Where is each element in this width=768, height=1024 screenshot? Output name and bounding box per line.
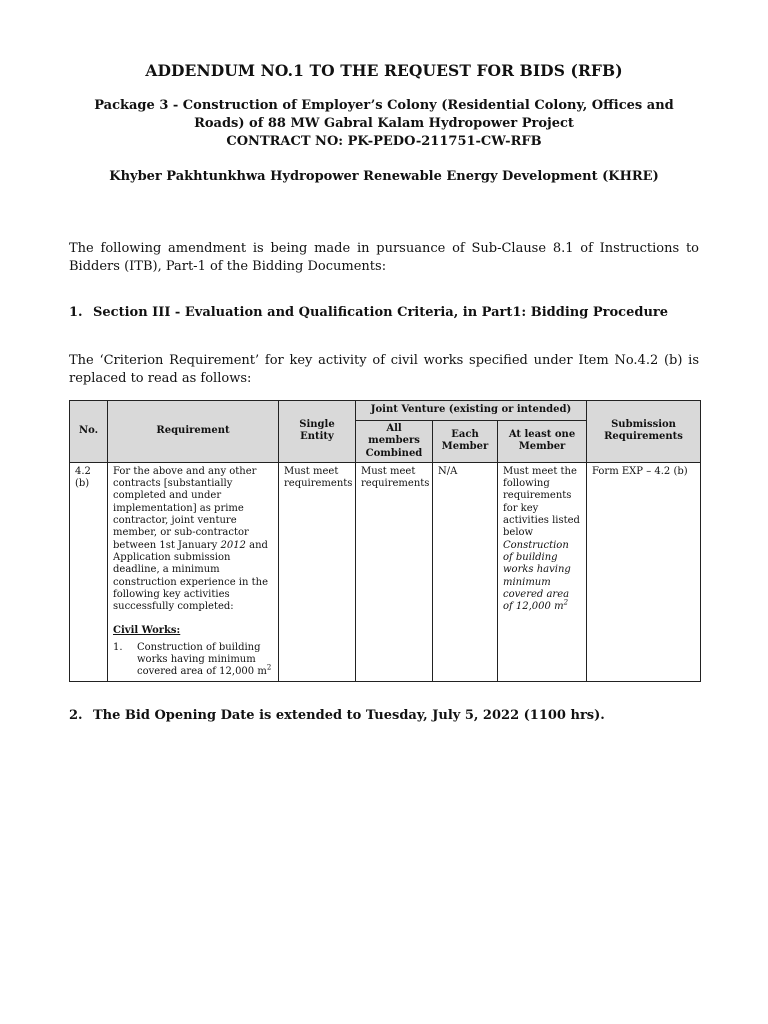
cell-submission: Form EXP – 4.2 (b) [587,462,701,681]
header-each-member: Each Member [433,421,498,463]
intro-paragraph: The following amendment is being made in pursuance of Sub-Clause 8.1 of Instructions to Bidders (ITB), Part-1 of the Bidding Documents: [69,241,699,274]
superscript-2: 2 [266,664,272,673]
header-single-entity: Single Entity [279,401,356,463]
table-header-row [70,401,701,421]
at-least-one-italic [503,540,581,614]
list-item-text [137,642,273,679]
requirement-text-part2: and Application submission deadline, a minimum construction experience in the following key activities successfully completed: [113,539,268,613]
list-item [113,642,273,679]
cell-each-member: N/A [433,462,498,681]
cell-single-entity: Must meet requirements [279,462,356,681]
cell-no: 4.2 (b) [70,462,108,681]
header-joint-venture: Joint Venture (existing or intended) [356,401,587,421]
header-requirement: Requirement [108,401,279,463]
package-line-2: Roads) of 88 MW Gabral Kalam Hydropower Project [194,116,574,131]
section-2-number: 2. [69,708,83,723]
requirement-year: 2012 [220,539,246,551]
section-1-title: Section III - Evaluation and Qualification Criteria, in Part1: Bidding Procedure [93,305,669,320]
list-item-number: 1. [113,641,123,653]
at-least-one-text: Must meet the following requirements for key activities listed below [503,465,580,539]
superscript-2-b: 2 [563,598,569,607]
at-least-one-italic-body: Construction of building works having minimum covered area of 12,000 m [503,539,571,613]
header-no: No. [70,401,108,463]
list-item-body: Construction of building works having minimum covered area of 12,000 m [137,641,267,678]
header-all-members: All members Combined [356,421,433,463]
cell-requirement [108,462,279,681]
cell-all-members: Must meet requirements [356,462,433,681]
agency-name: Khyber Pakhtunkhwa Hydropower Renewable Energy Development (KHRE) [109,169,659,184]
requirement-text [113,466,273,614]
section-2-heading [69,708,605,723]
package-line-1: Package 3 - Construction of Employer’s Colony (Residential Colony, Offices and [94,98,674,113]
section-2-title: The Bid Opening Date is extended to Tuesday, July 5, 2022 (1100 hrs). [93,708,605,723]
contract-number: CONTRACT NO: PK-PEDO-211751-CW-RFB [226,134,542,149]
criterion-paragraph: The ‘Criterion Requirement’ for key activity of civil works specified under Item No.4.2 (b) is replaced to read as follows: [69,353,699,386]
criteria-table [69,400,701,682]
section-1-heading [69,305,668,320]
civil-works-label: Civil Works: [113,625,181,637]
package-heading [60,97,708,133]
cell-at-least-one [498,462,587,681]
addendum-title: ADDENDUM NO.1 TO THE REQUEST FOR BIDS (RFB) [145,61,623,80]
requirement-text-part1: For the above and any other contracts [substantially completed and under implementation] as prime contractor, joint venture member, or sub-contractor between 1st January [113,465,257,551]
header-submission: Submission Requirements [587,401,701,463]
table-row [70,462,701,681]
header-at-least-one: At least one Member [498,421,587,463]
section-1-number: 1. [69,305,83,320]
